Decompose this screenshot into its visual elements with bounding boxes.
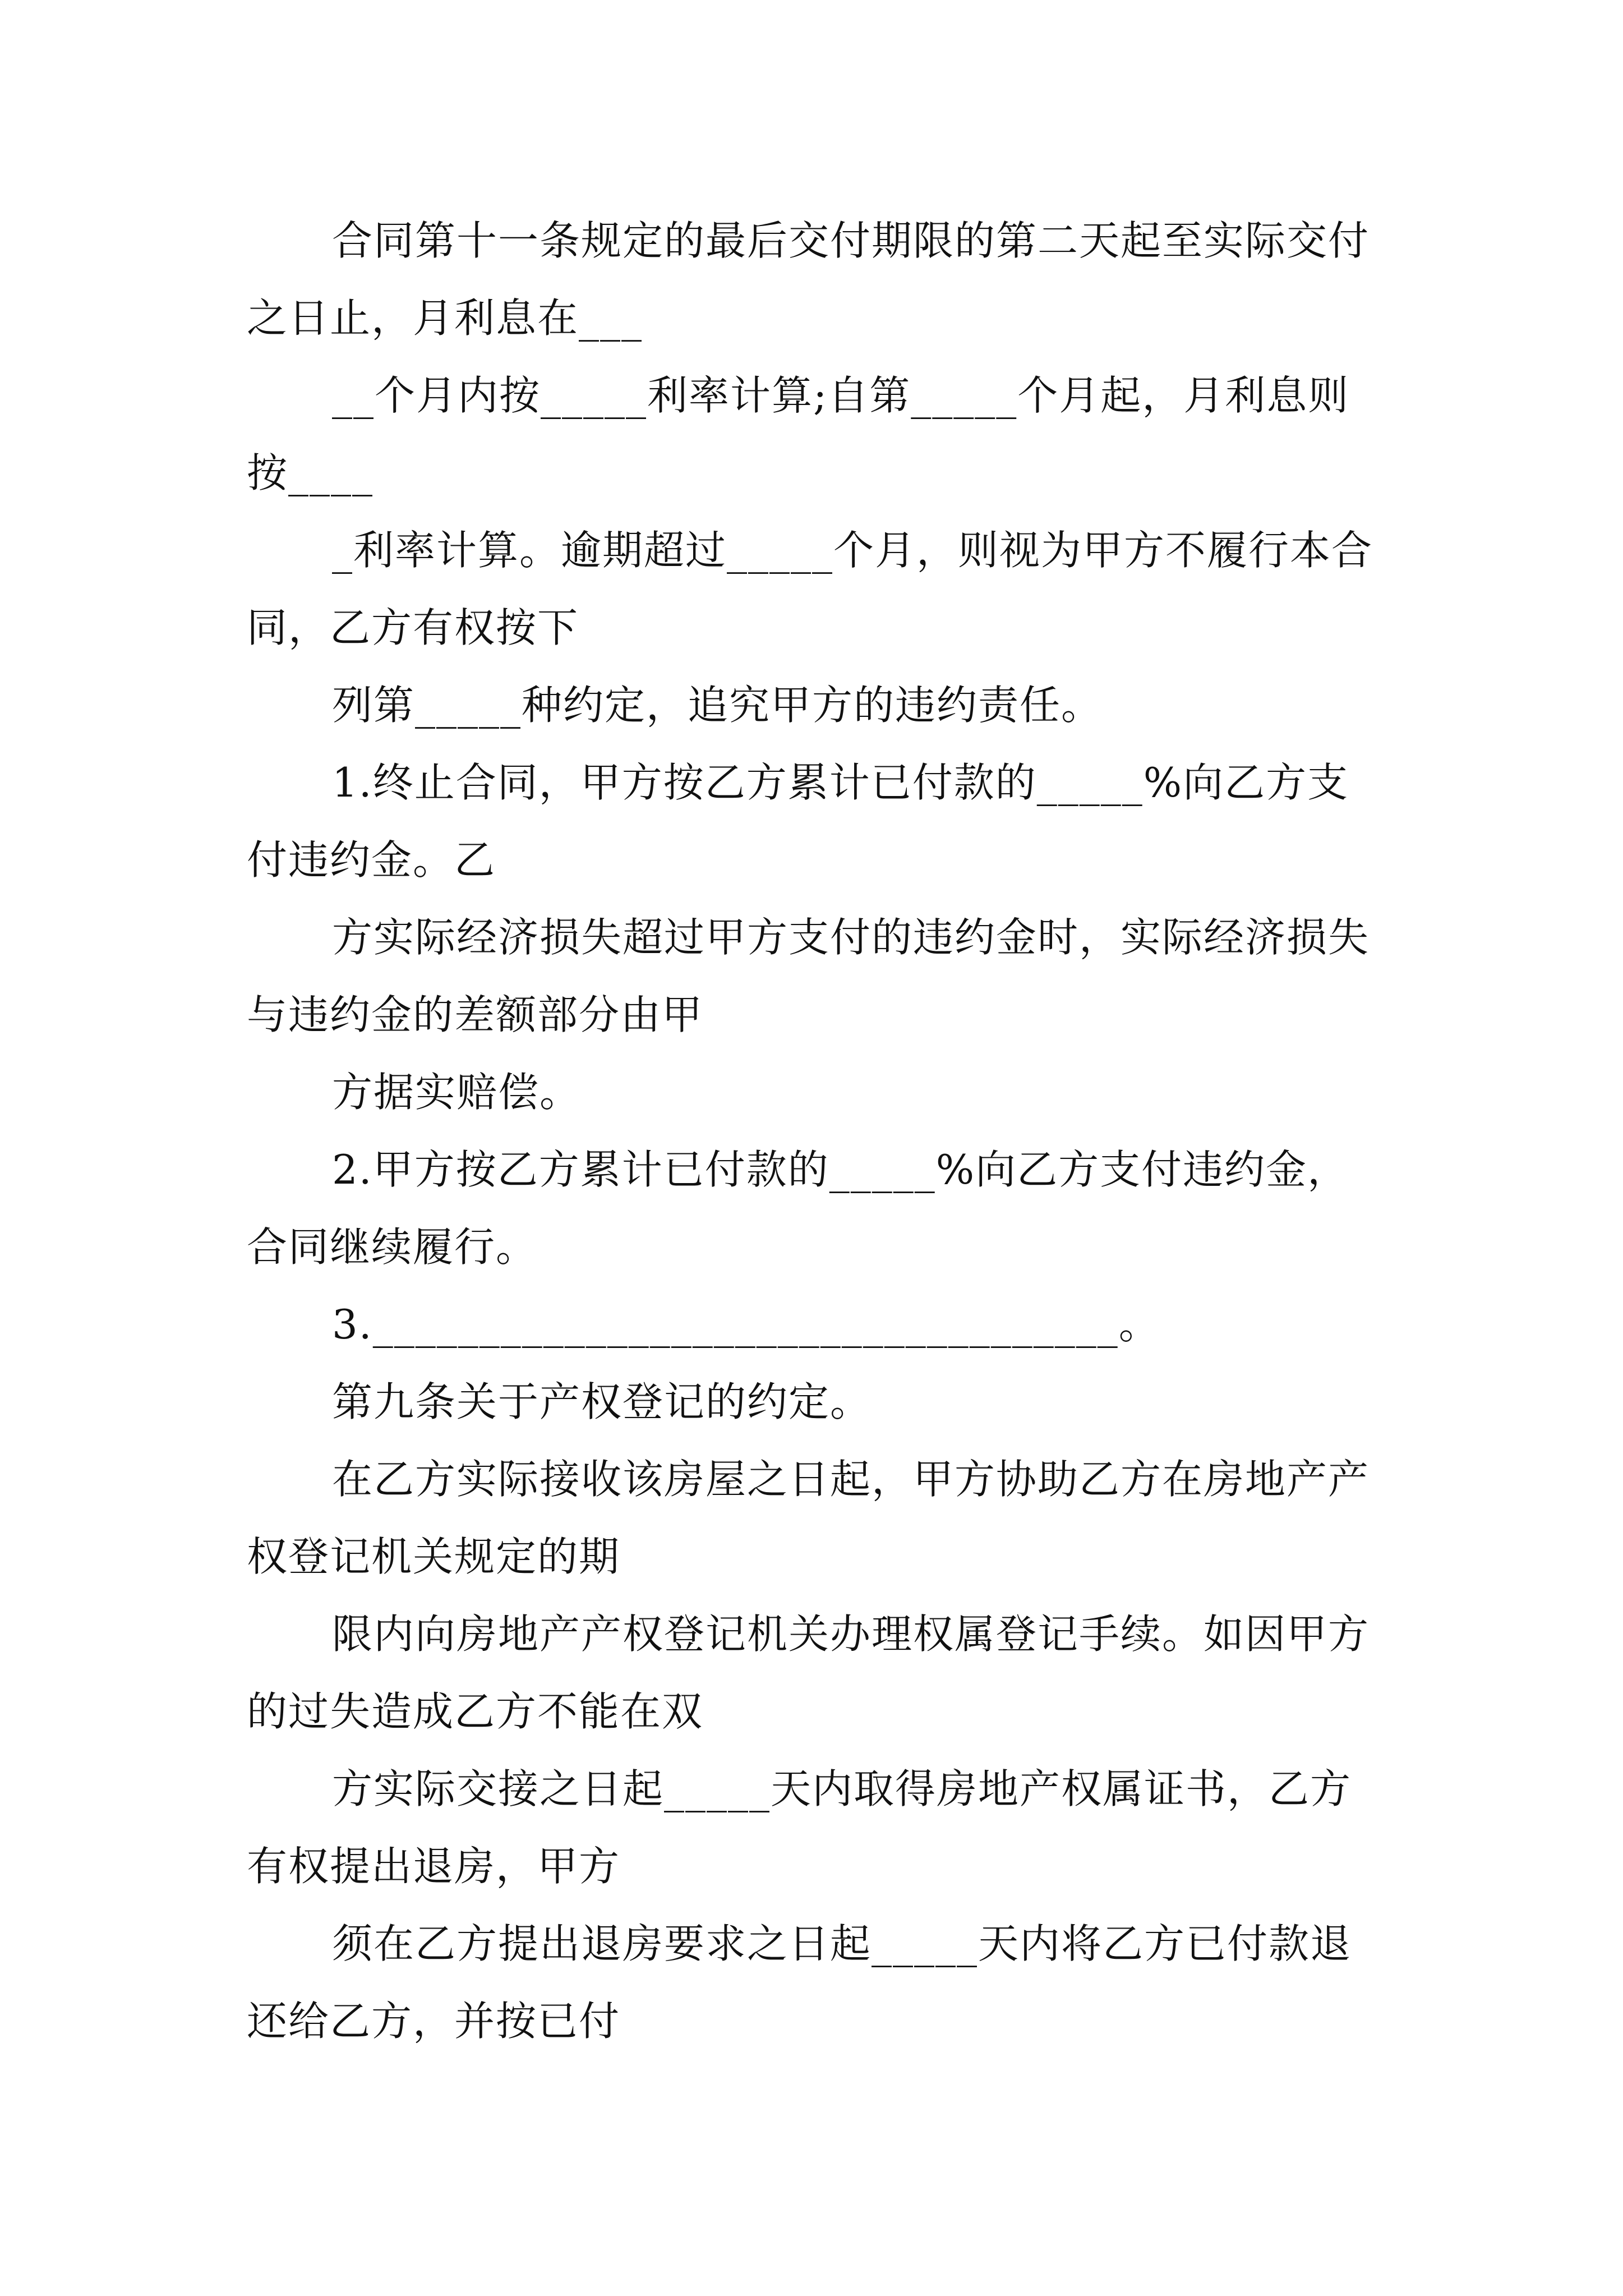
paragraph: 列第_____种约定，追究甲方的违约责任。 — [332, 682, 1103, 729]
paragraph: 方实际经济损失超过甲方支付的违约金时，实际经济损失与违约金的差额部分由甲 — [247, 914, 1370, 1038]
section-heading: 第九条关于产权登记的约定。 — [332, 1378, 872, 1425]
paragraph: 2.甲方按乙方累计已付款的_____%向乙方支付违约金，合同继续履行。 — [247, 1146, 1349, 1271]
paragraph: 合同第十一条规定的最后交付期限的第二天起至实际交付之日止，月利息在___ — [247, 217, 1370, 342]
document-body — [247, 202, 1385, 2060]
paragraph: 3.___________________________________。 — [332, 1301, 1160, 1348]
paragraph: 须在乙方提出退房要求之日起_____天内将乙方已付款退还给乙方，并按已付 — [247, 1920, 1352, 2045]
paragraph: 限内向房地产产权登记机关办理权属登记手续。如因甲方的过失造成乙方不能在双 — [247, 1611, 1370, 1735]
paragraph: 方实际交接之日起_____天内取得房地产权属证书，乙方有权提出退房，甲方 — [247, 1765, 1352, 1890]
paragraph: __个月内按_____利率计算;自第_____个月起，月利息则按____ — [247, 372, 1350, 496]
paragraph: 1.终止合同，甲方按乙方累计已付款的_____%向乙方支付违约金。乙 — [247, 759, 1349, 884]
paragraph: 在乙方实际接收该房屋之日起，甲方协助乙方在房地产产权登记机关规定的期 — [247, 1456, 1370, 1580]
paragraph: _利率计算。逾期超过_____个月，则视为甲方不履行本合同，乙方有权按下 — [247, 527, 1373, 651]
paragraph: 方据实赔偿。 — [332, 1069, 582, 1116]
